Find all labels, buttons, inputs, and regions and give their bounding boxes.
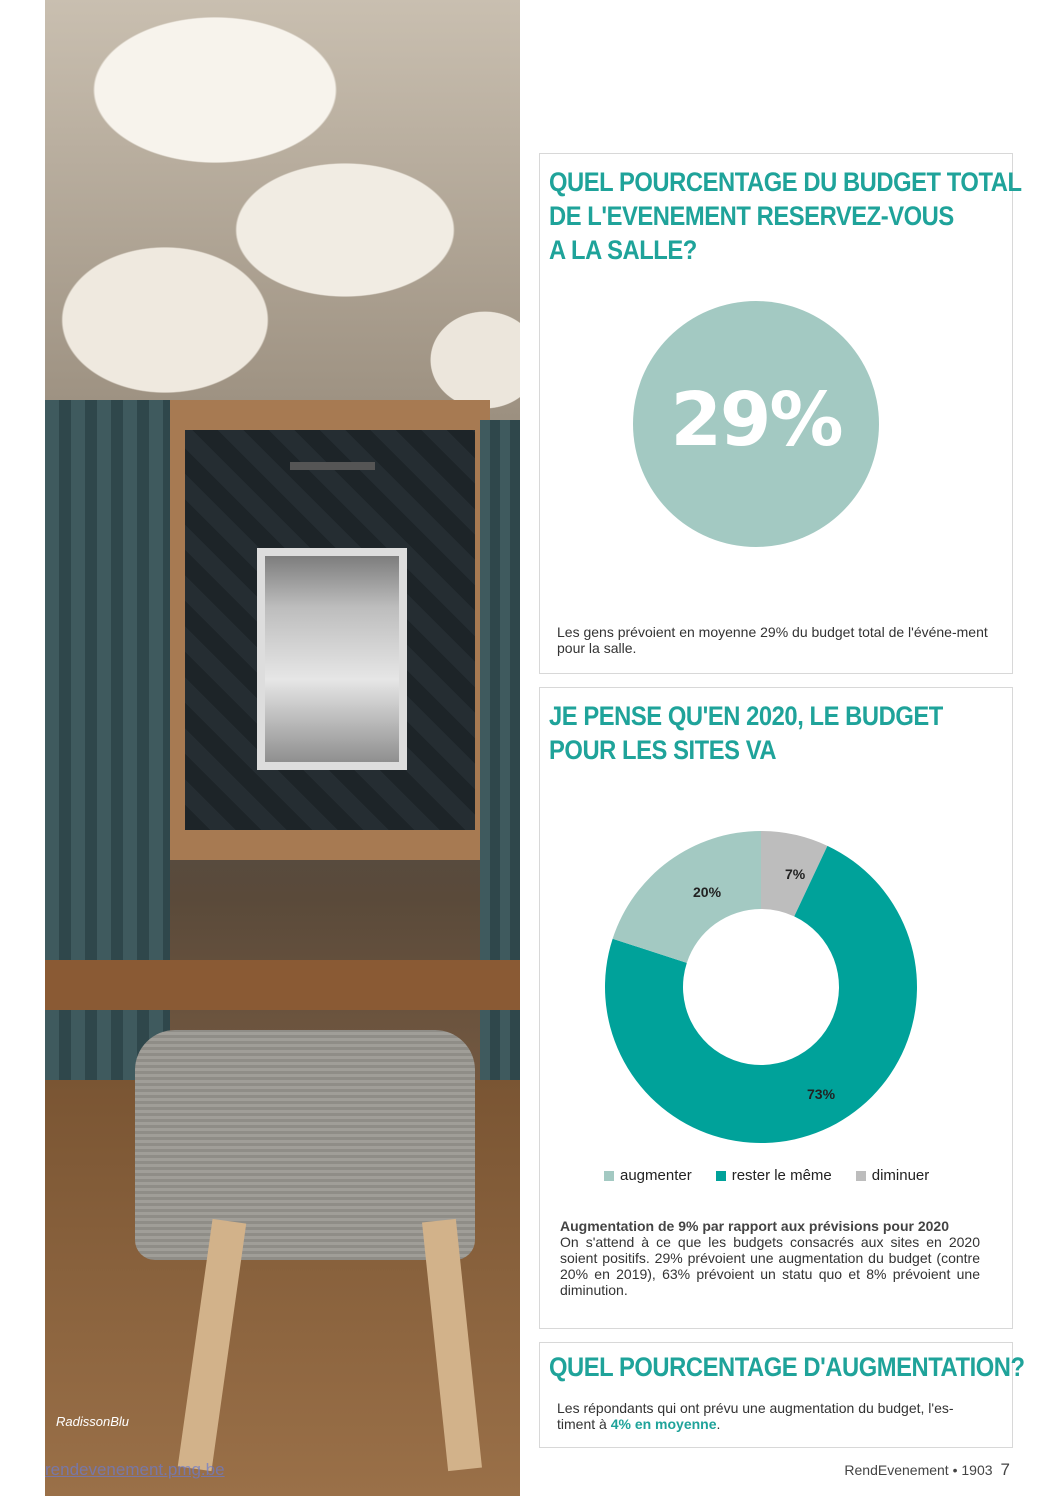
note-body: On s'attend à ce que les budgets consacrés aux sites en 2020 soient positifs. 29% prévoient une augmentation du budget (contre 20% en 2019), 63% prévoient un statu quo et 8% prévoient une diminution. (560, 1234, 980, 1298)
legend-label: diminuer (871, 1167, 930, 1184)
donut-chart (540, 688, 1012, 1158)
title-line: POUR LES SITES VA (549, 735, 777, 765)
title-line: DE L'EVENEMENT RESERVEZ-VOUS (549, 201, 954, 231)
donut-label-diminuer: 7% (785, 866, 806, 882)
increase-box (539, 1342, 1025, 1448)
mountain-picture-frame (257, 548, 407, 770)
legend-swatch (604, 1171, 614, 1181)
donut-slice-augmenter (613, 831, 761, 963)
legend-swatch (716, 1171, 726, 1181)
photo-credit: RadissonBlu (56, 1414, 129, 1429)
page-footer (844, 1460, 1010, 1480)
watermark-link[interactable]: rendevenement.pmg.be (45, 1460, 225, 1479)
title-line: JE PENSE QU'EN 2020, LE BUDGET (549, 701, 943, 731)
budget-2020-box (539, 687, 1013, 1329)
text-part: . (716, 1416, 721, 1432)
legend-label: rester le même (731, 1167, 832, 1184)
legend-label: augmenter (620, 1167, 692, 1184)
chart-legend (604, 1167, 929, 1184)
highlight-value: 4% en moyenne (610, 1416, 717, 1432)
title-line: A LA SALLE? (549, 235, 697, 265)
legend-item-rester (716, 1167, 832, 1184)
ceiling-lamps (45, 0, 520, 420)
donut-label-augmenter: 20% (693, 884, 722, 900)
section2-note (560, 1218, 980, 1298)
big-percentage: 29% (670, 377, 842, 463)
legend-item-augmenter (604, 1167, 692, 1184)
text-part: Les répondants qui ont prévu une augmentation du budget, l'es-timent à (557, 1400, 954, 1432)
dining-table (45, 960, 520, 1010)
legend-item-diminuer (856, 1167, 930, 1184)
page-number: 7 (1000, 1460, 1010, 1479)
section3-text (557, 1400, 977, 1432)
title-line: QUEL POURCENTAGE DU BUDGET TOTAL (549, 167, 1022, 197)
publication-name: RendEvenement • 1903 (844, 1462, 993, 1478)
section1-description: Les gens prévoient en moyenne 29% du budget total de l'événe-ment pour la salle. (557, 624, 988, 656)
budget-share-box (539, 153, 1022, 674)
restaurant-photo (45, 0, 520, 1496)
picture-lamp (290, 462, 375, 470)
legend-swatch (856, 1171, 866, 1181)
donut-label-rester-le-même: 73% (807, 1086, 836, 1102)
section3-title: QUEL POURCENTAGE D'AUGMENTATION? (549, 1352, 1025, 1382)
section1-title (549, 165, 1022, 267)
note-heading: Augmentation de 9% par rapport aux prévisions pour 2020 (560, 1218, 949, 1234)
